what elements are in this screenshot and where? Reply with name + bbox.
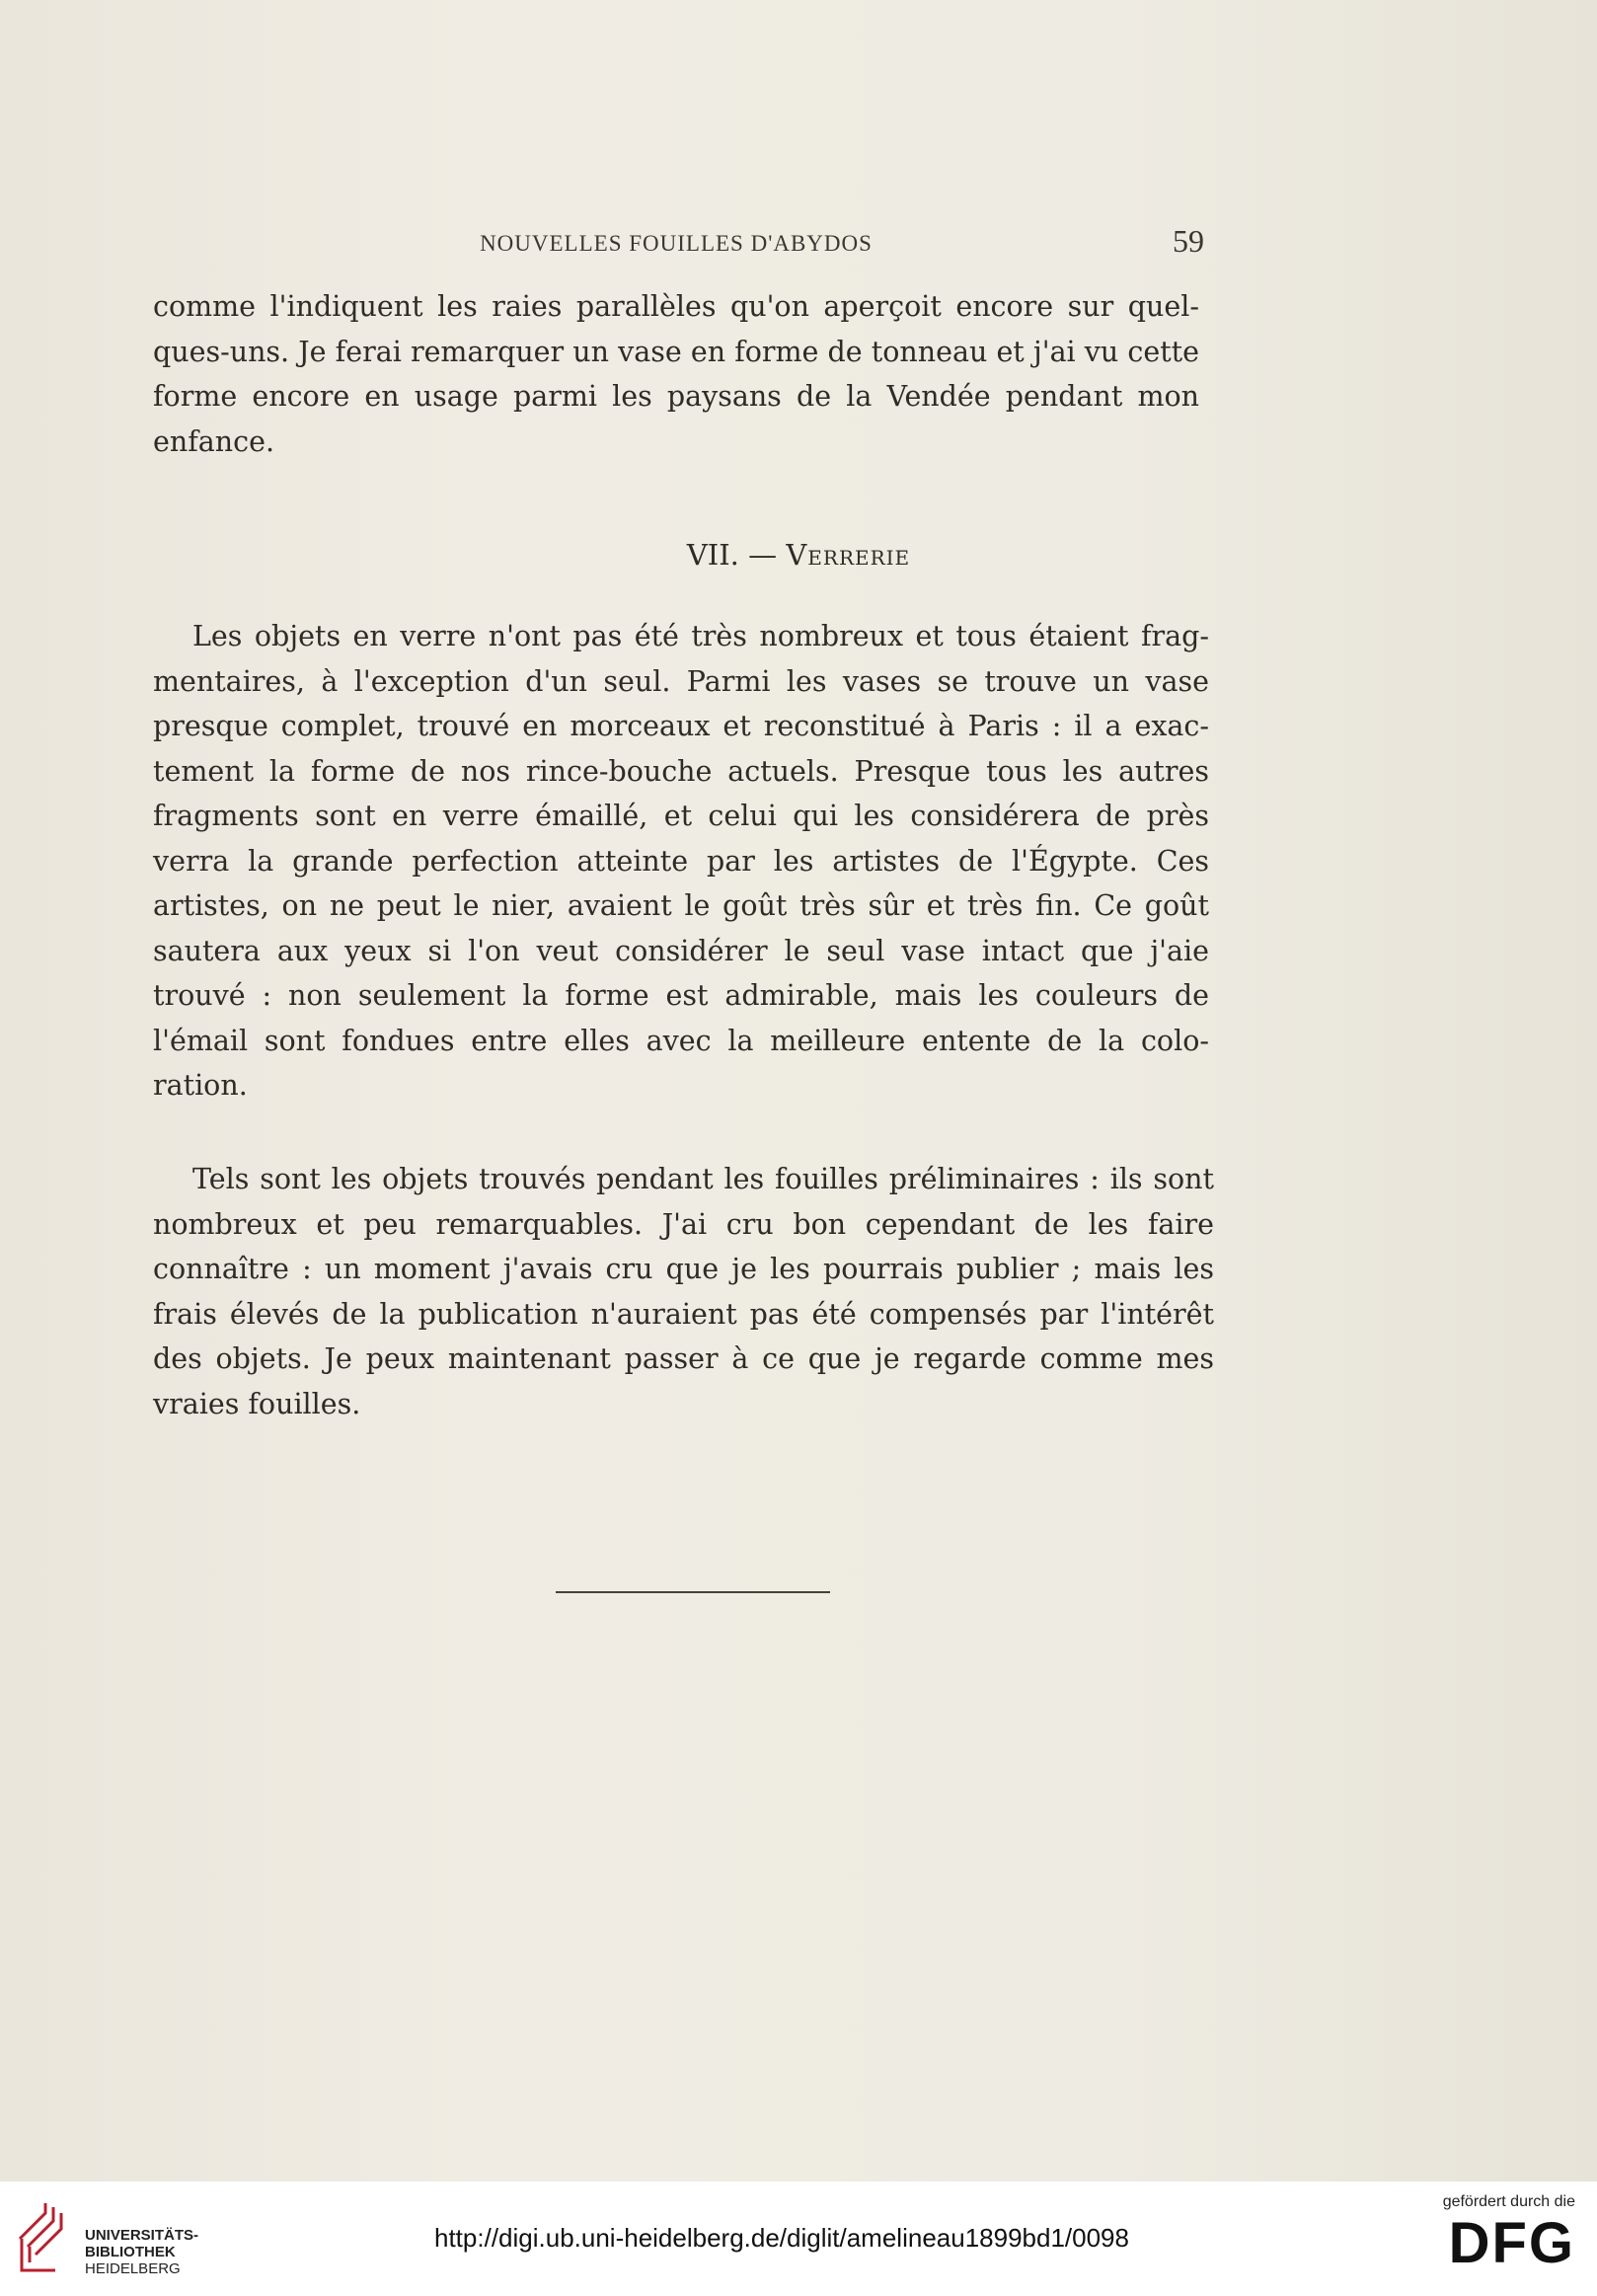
library-name — [85, 2227, 198, 2277]
running-title: NOUVELLES FOUILLES D'ABYDOS — [480, 231, 873, 256]
running-head — [148, 223, 1204, 263]
funding-credit — [1378, 2193, 1575, 2274]
paragraph-1: comme l'indiquent les raies parallèles qu'on aperçoit encore sur quelques-uns. Je ferai remarquer un vase en forme de tonneau et j'ai vu cette forme encore en usage parmi les paysans de la Vendée pendant mon enfance. — [153, 290, 1199, 458]
library-logo-icon — [16, 2199, 79, 2274]
paragraph-3: Tels sont les objets trouvés pendant les fouilles préliminaires : ils sont nombreux et peu remarquables. J'ai cru bon cependant de les faire connaître : un moment j'avais cru que je les pourrais publier ; mais les frais élevés de la publication n'auraient pas été compensés par l'intérêt des objets. Je peux maintenant passer à ce que je regarde comme mes vraies fouilles. — [153, 1163, 1214, 1420]
section-number: VII. — — [686, 538, 787, 572]
section-heading — [0, 538, 1597, 572]
section-title: Verrerie — [786, 538, 911, 572]
library-line2: BIBLIOTHEK — [85, 2244, 176, 2260]
library-line3: HEIDELBERG — [85, 2260, 181, 2277]
funding-label: gefördert durch die — [1442, 2193, 1575, 2210]
end-rule — [556, 1591, 830, 1593]
dfg-logo[interactable]: DFG — [1448, 2211, 1575, 2275]
footer-bar — [0, 2181, 1597, 2296]
library-line1: UNIVERSITÄTS- — [85, 2227, 199, 2244]
library-logo[interactable] — [16, 2199, 203, 2278]
paragraph-2: Les objets en verre n'ont pas été très nombreux et tous étaient fragmentaires, à l'exception d'un seul. Parmi les vases se trouve un vase presque complet, trouvé en morceaux et reconstitué à Paris : il a exactement la forme de nos rince-bouche actuels. Presque tous les autres fragments sont en verre émaillé, et celui qui les considérera de près verra la grande perfection atteinte par les artistes de l'Égypte. Ces artistes, on ne peut le nier, avaient le goût très sûr et très fin. Ce goût sautera aux yeux si l'on veut considérer le seul vase intact que j'aie trouvé : non seulement la forme est admirable, mais les couleurs de l'émail sont fondues entre elles avec la meilleure entente de la coloration. — [153, 620, 1209, 1102]
source-url-link[interactable]: http://digi.ub.uni-heidelberg.de/diglit/amelineau1899bd1/0098 — [434, 2223, 1129, 2253]
page-number: 59 — [1173, 223, 1204, 259]
